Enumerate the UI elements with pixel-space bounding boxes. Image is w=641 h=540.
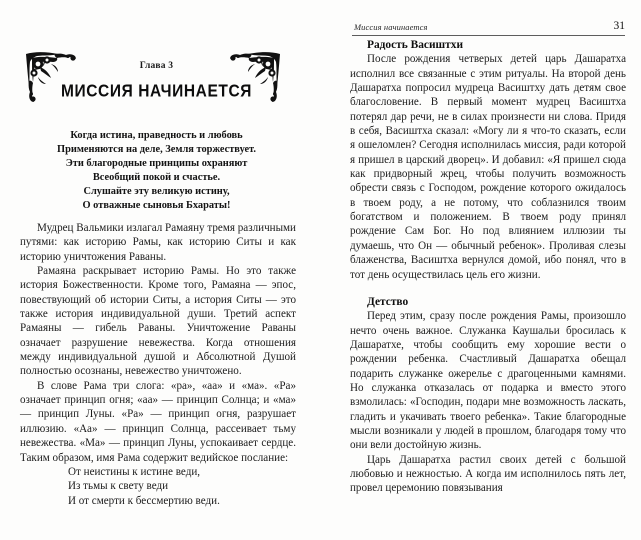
paragraph: Царь Дашаратха растил своих детей с большой любовью и нежностью. А когда им исполнилось пять лет, провел церемонию повязывания: [350, 453, 626, 495]
verse-line: И от смерти к бессмертию веди.: [68, 494, 220, 507]
left-column: [18, 0, 299, 540]
epigraph-line: О отважные сыновья Бхараты!: [82, 200, 231, 212]
page-number: 31: [613, 20, 625, 32]
left-column-body: [20, 221, 296, 508]
section-heading-radost-vasishthi: Радость Васиштхи: [367, 39, 464, 51]
section-heading-detstvo: Детство: [367, 295, 409, 308]
paragraph: После рождения четверых детей царь Дашаратха исполнил все связанные с этим ритуалы. На второй день Дашаратха попросил мудреца Васиштху дать детям свое благословение. В первый момент мудрец Васиштха потерял дар речи, не в силах произнести ни слова. Придя в себя, Васиштха сказал: «Могу ли я что-то сказать, если я ошеломлен? Сегодня исполнилась миссия, ради которой я пришел в царский дворец». И добавил: «Я пришел сюда как придворный жрец, чтобы получить возможность обрести связь с Господом, рождение которого ожидалось в твоем роду, а не потому, что соблазнился твоим богатством и положением. В твоем роду принял рождение Сам Бог. Но под влиянием иллюзии ты думаешь, что Он — обычный ребенок». Проливая слезы блаженства, Васиштха вернулся домой, ибо понял, что в тот день осуществилась цель его жизни.: [350, 53, 626, 281]
epigraph-line: Применяются на деле, Земля торжествует.: [57, 144, 256, 156]
running-head-title: Миссия начинается: [354, 22, 428, 32]
epigraph-line: Когда истина, праведность и любовь: [70, 130, 243, 141]
epigraph-line: Всеобщий покой и счастье.: [92, 172, 221, 184]
chapter-title: МИССИЯ НАЧИНАЕТСЯ: [61, 82, 252, 102]
epigraph-line: Слушайте эту великую истину,: [83, 186, 230, 198]
epigraph-line: Эти благородные принципы охраняют: [65, 158, 248, 170]
chapter-label: Глава 3: [139, 61, 174, 71]
epigraph: [18, 129, 295, 214]
right-column: [348, 0, 629, 540]
paragraph: Мудрец Вальмики излагал Рамаяну тремя различными путями: как историю Рамы, как историю Ситы и как историю уничтожения Раваны.: [20, 222, 296, 263]
header-divider: [352, 35, 625, 36]
paragraph: В слове Рама три слога: «ра», «аа» и «ма». «Ра» означает принцип огня; «аа» — принцип Солнца; и «ма» — принцип Луны. «Ра» — принцип огня, разрушает иллюзию. «Аа» — принцип Солнца, рассеивает тьму невежества. «Ма» — принцип Луны, успокаивает сердце. Таким образом, имя Рама содержит ведийское послание:: [20, 379, 296, 464]
verse-line: От неистины к истине веди,: [68, 465, 201, 478]
paragraph: Перед этим, сразу после рождения Рамы, произошло нечто очень важное. Служанка Каушальи бросилась к Дашаратхе, чтобы сообщить ему хорошие вести о рождении ребенка. Счастливый Дашаратха обещал подарить служанке ожерелье с драгоценными камнями. Но служанка отказалась от подарка и вместо этого взмолилась: «Господин, подари мне возможность ласкать, гладить и укачивать твоего ребенка». Такие благородные мысли возникали у людей в прошлом, благодаря тому что они вели достойную жизнь.: [350, 310, 626, 452]
paragraph: Рамаяна раскрывает историю Рамы. Но это также история Божественности. Кроме того, Рамаяна — эпос, повествующий об истории Ситы, а история Ситы — это также история индивидуальной души. Третий аспект Рамаяны — гибель Раваны. Уничтожение Раваны означает разрушение невежества. Когда отношения между индивидуальной душой и Абсолютной Душой полностью осознаны, невежество уничтожено.: [20, 265, 296, 378]
running-header: [348, 22, 625, 38]
verse-line: Из тьмы к свету веди: [68, 480, 169, 493]
verse-block: [20, 465, 296, 508]
right-column-body: [350, 38, 626, 496]
